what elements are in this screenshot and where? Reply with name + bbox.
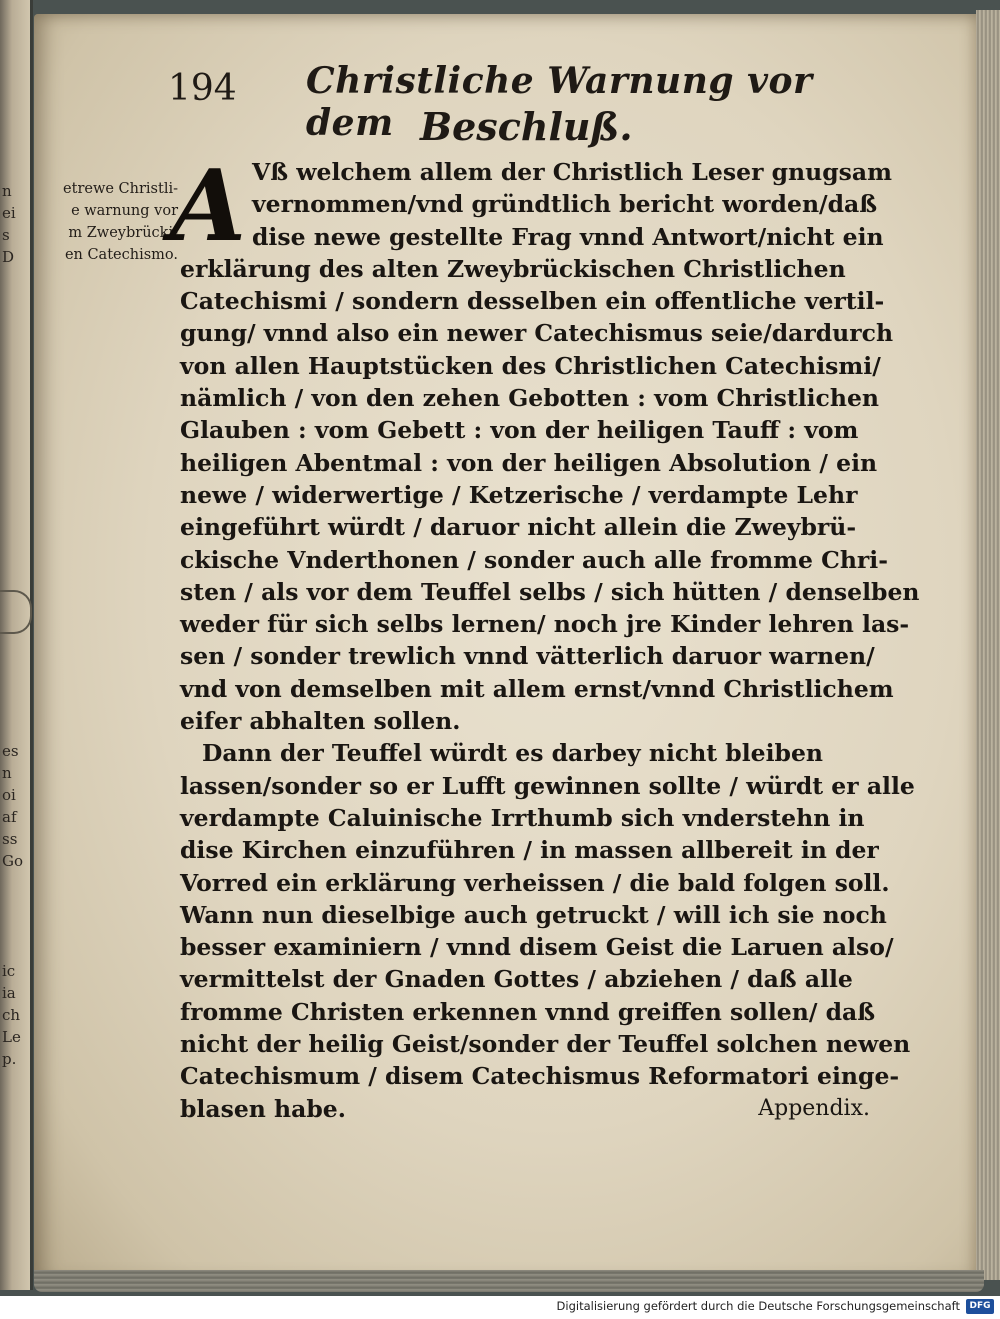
page-stack-edge xyxy=(976,10,1000,1280)
text-line: eingeführt würdt / daruor nicht allein die Zweybrü- xyxy=(180,513,857,542)
text-line: Vß welchem allem der Christlich Leser gnugsam xyxy=(252,158,892,186)
marginal-note-line: e warnung vor xyxy=(71,203,178,219)
text-line: nicht der heilig Geist/sonder der Teuffel solchen newen xyxy=(180,1030,911,1059)
text-line: heiligen Abentmal : von der heiligen Absolution / ein xyxy=(180,448,878,477)
page-bottom-edges xyxy=(34,1270,984,1292)
dfg-logo-icon: DFG xyxy=(966,1299,994,1314)
text-line: dise newe gestellte Frag vnnd Antwort/nicht ein xyxy=(252,222,884,251)
footer-bar xyxy=(0,1296,1000,1319)
text-line: besser examiniern / vnnd disem Geist die Laruen also/ xyxy=(180,933,894,962)
text-line: von allen Hauptstücken des Christlichen Catechismi/ xyxy=(180,351,881,380)
facing-page-fragment: af xyxy=(2,808,17,826)
marginal-note-line: etrewe Christli- xyxy=(63,181,178,197)
facing-page-fragment: es xyxy=(2,742,19,760)
text-line: vnd von demselben mit allem ernst/vnnd Christlichem xyxy=(180,674,894,703)
text-line: sen / sonder trewlich vnnd vätterlich daruor warnen/ xyxy=(180,642,875,671)
footer-credit: Digitalisierung gefördert durch die Deutsche Forschungsgemeinschaft xyxy=(556,1299,960,1313)
catchword: Appendix. xyxy=(758,1095,870,1121)
marginal-note xyxy=(32,178,178,266)
paragraph-2 xyxy=(180,737,915,1125)
facing-page-fragment: s xyxy=(2,226,10,244)
facing-page-fragment: n xyxy=(2,764,12,782)
text-line: Glauben : vom Gebett : von der heiligen Tauff : vom xyxy=(180,416,859,445)
text-line: newe / widerwertige / Ketzerische / verdampte Lehr xyxy=(180,480,858,509)
running-title: Christliche Warnung vor dem xyxy=(306,60,813,144)
marginal-note-line: m Zweybrücki- xyxy=(68,225,178,241)
text-line: verdampte Caluinische Irrthumb sich vnderstehn in xyxy=(180,803,865,832)
text-line: eifer abhalten sollen. xyxy=(180,707,461,736)
facing-page-fragment: Go xyxy=(2,852,24,870)
text-line: Catechismum / disem Catechismus Reformatori einge- xyxy=(180,1062,900,1091)
facing-page-fragment: ei xyxy=(2,204,16,222)
facing-page-fragment: n xyxy=(2,182,12,200)
text-line: Wann nun dieselbige auch getruckt / will ich sie noch xyxy=(180,900,887,929)
text-line: dise Kirchen einzuführen / in massen allbereit in der xyxy=(180,836,879,865)
facing-page-fragment: oi xyxy=(2,786,16,804)
facing-page-fragment: Le xyxy=(2,1028,21,1046)
facing-page-fragment: ch xyxy=(2,1006,21,1024)
dropcap-initial: A xyxy=(170,149,247,264)
text-line: ckische Vnderthonen / sonder auch alle fromme Chri- xyxy=(180,545,888,574)
page-number: 194 xyxy=(168,68,237,109)
text-line: fromme Christen erkennen vnnd greiffen sollen/ daß xyxy=(180,997,876,1026)
text-line: gung/ vnnd also ein newer Catechismus seie/dardurch xyxy=(180,319,894,348)
text-line: weder für sich selbs lernen/ noch jre Kinder lehren las- xyxy=(180,610,910,639)
text-line: erklärung des alten Zweybrückischen Christlichen xyxy=(180,254,846,283)
facing-page-edge xyxy=(0,0,33,1290)
section-title: Beschluß. xyxy=(420,104,633,149)
paragraph-1 xyxy=(180,156,920,737)
text-line: Vorred ein erklärung verheissen / die bald folgen soll. xyxy=(180,868,890,897)
text-line: lassen/sonder so er Lufft gewinnen sollte / würdt er alle xyxy=(180,771,915,800)
text-line: vernommen/vnd gründtlich bericht worden/daß xyxy=(252,190,878,219)
facing-page-fragment: p. xyxy=(2,1050,17,1068)
text-line: vermittelst der Gnaden Gottes / abziehen / daß alle xyxy=(180,965,853,994)
facing-page-fragment: D xyxy=(2,248,15,266)
marginal-note-line: en Catechismo. xyxy=(64,247,178,263)
page-tab-mark xyxy=(0,590,32,634)
text-line: Catechismi / sondern desselben ein offentliche vertil- xyxy=(180,287,885,316)
body-text xyxy=(170,149,920,1125)
text-line: blasen habe. Appendix. xyxy=(180,1093,870,1125)
facing-page-fragment: ic xyxy=(2,962,16,980)
text-line: sten / als vor dem Teuffel selbs / sich hütten / denselben xyxy=(180,577,920,606)
facing-page-fragment: ss xyxy=(2,830,18,848)
facing-page-fragment: ia xyxy=(2,984,16,1002)
text-line: nämlich / von den zehen Gebotten : vom Christlichen xyxy=(180,384,879,413)
text-line: Dann der Teuffel würdt es darbey nicht bleiben xyxy=(202,739,824,768)
